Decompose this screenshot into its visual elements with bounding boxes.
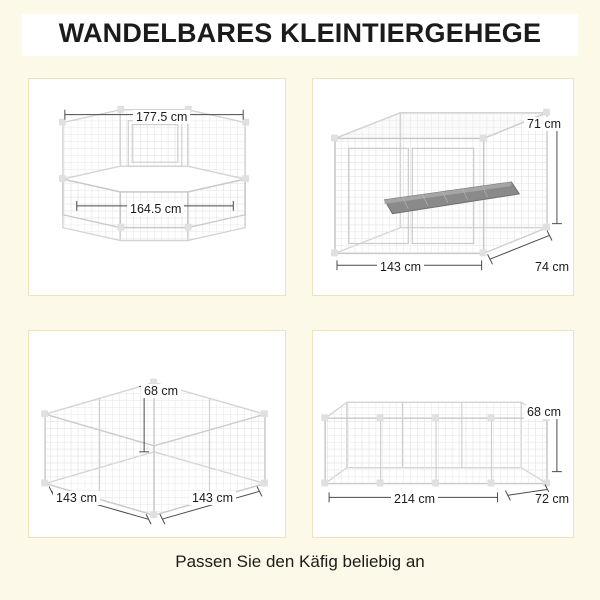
dimension-label-214: 214 cm [391,492,438,506]
dimension-label-164-5: 164.5 cm [127,202,184,216]
rectangular-pen-illustration [313,331,573,537]
dimension-label-68: 68 cm [141,384,181,398]
square-pen-illustration [29,331,285,537]
dimension-label-143-right: 143 cm [189,491,236,505]
panel-closed-cage-with-ramp [312,78,574,296]
footer-caption: Passen Sie den Käfig beliebig an [175,552,425,571]
dimension-label-143-left: 143 cm [53,491,100,505]
dimension-label-71: 71 cm [524,117,564,131]
dimension-label-143: 143 cm [377,260,424,274]
panel-square-open-pen [28,330,286,538]
dimension-label-68: 68 cm [524,405,564,419]
page-title: WANDELBARES KLEINTIERGEHEGE [58,18,542,48]
dimension-label-74: 74 cm [532,260,572,274]
dimension-label-72: 72 cm [532,492,572,506]
header [0,0,600,68]
dimension-label-177-5: 177.5 cm [133,110,190,124]
panel-hexagon-open-pen [28,78,286,296]
panel-rectangular-long-pen [312,330,574,538]
